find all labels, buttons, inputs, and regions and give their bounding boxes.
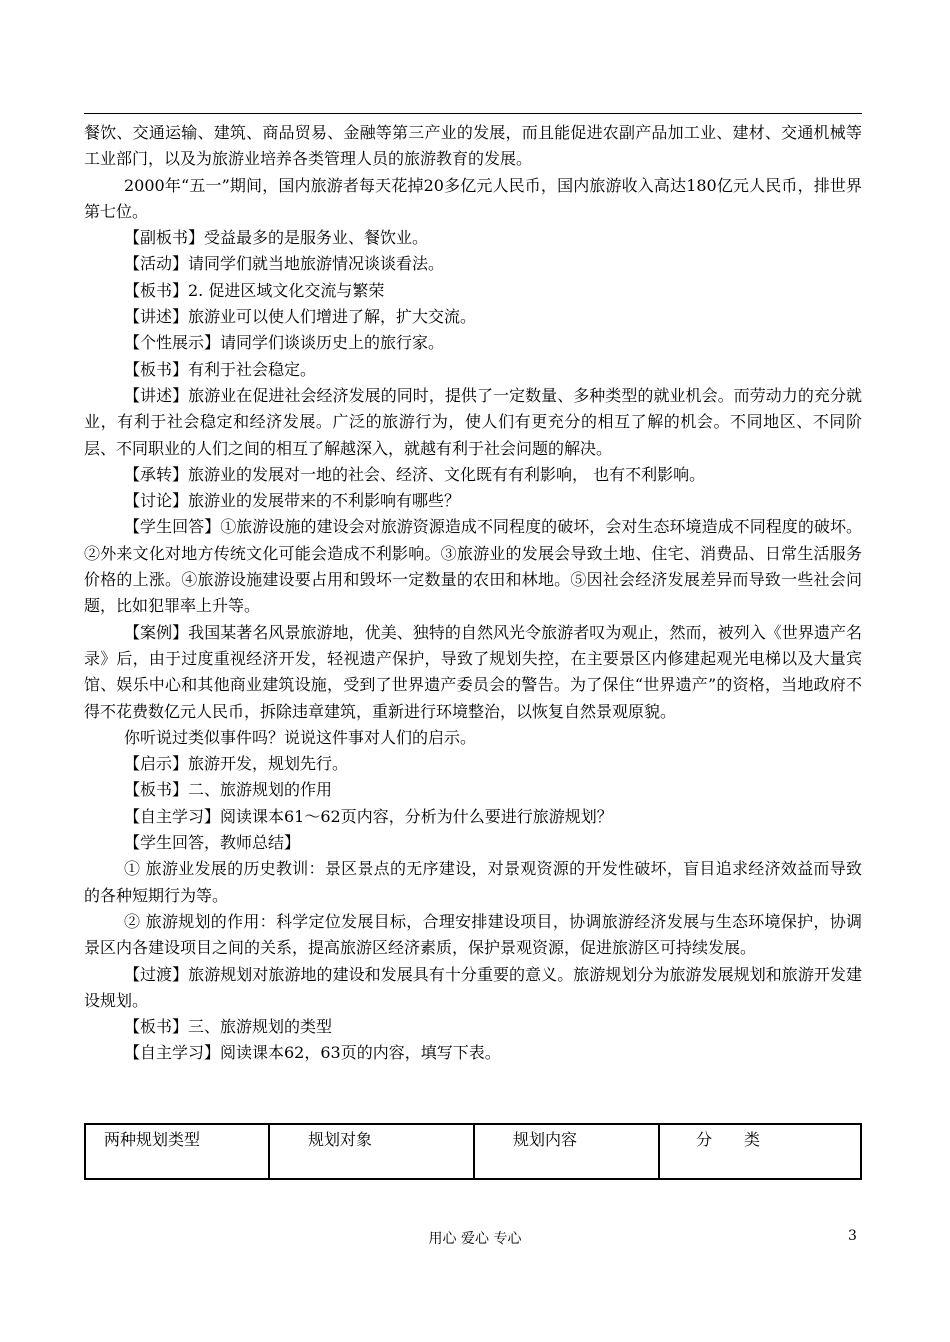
paragraph: ② 旅游规划的作用：科学定位发展目标，合理安排建设项目，协调旅游经济发展与生态环境保护，协调景区内各建设项目之间的关系，提高旅游区经济素质，保护景观资源，促进旅游区可持续发展。: [84, 911, 862, 958]
table-header-cell: 两种规划类型: [85, 1124, 269, 1179]
paragraph: 你听说过类似事件吗？说说这件事对人们的启示。: [124, 727, 477, 747]
table-header-cell: 分 类: [659, 1124, 861, 1179]
paragraph: 【自主学习】阅读课本61～62页内容，分析为什么要进行旅游规划？: [124, 806, 613, 826]
paragraph: 餐饮、交通运输、建筑、商品贸易、金融等第三产业的发展，而且能促进农副产品加工业、建材、交通机械等工业部门，以及为旅游业培养各类管理人员的旅游教育的发展。: [84, 123, 862, 169]
table-header-row: [85, 1124, 861, 1179]
paragraph: 【讲述】旅游业在促进社会经济发展的同时，提供了一定数量、多种类型的就业机会。而劳动力的充分就业，有利于社会稳定和经济发展。广泛的旅游行为，使人们有更充分的相互了解的机会。不同地区、不同阶层、不同职业的人们之间的相互了解越深入，就越有利于社会问题的解决。: [84, 385, 862, 458]
paragraph: 【个性展示】请同学们谈谈历史上的旅行家。: [124, 333, 445, 353]
paragraph: 【学生回答，教师总结】: [124, 833, 301, 853]
paragraph: 【自主学习】阅读课本62，63页的内容，填写下表。: [124, 1043, 501, 1063]
document-body: [84, 120, 862, 1067]
paragraph: 【板书】二、旅游规划的作用: [124, 780, 333, 800]
paragraph: 【讲述】旅游业可以使人们增进了解，扩大交流。: [124, 307, 477, 327]
paragraph: 【学生回答】①旅游设施的建设会对旅游资源造成不同程度的破坏，会对生态环境造成不同程度的破坏。②外来文化对地方传统文化可能会造成不利影响。③旅游业的发展会导致土地、住宅、消费品、日常生活服务价格的上涨。④旅游设施建设要占用和毁坏一定数量的农田和林地。⑤因社会经济发展差异而导致一些社会问题，比如犯罪率上升等。: [84, 517, 862, 616]
paragraph: 【过渡】旅游规划对旅游地的建设和发展具有十分重要的意义。旅游规划分为旅游发展规划和旅游开发建设规划。: [84, 964, 862, 1010]
paragraph: 【板书】三、旅游规划的类型: [124, 1017, 333, 1037]
paragraph: 【启示】旅游开发，规划先行。: [124, 754, 349, 774]
table-header-cell: 规划内容: [474, 1124, 659, 1179]
paragraph: 【承转】旅游业的发展对一地的社会、经济、文化既有有利影响， 也有不利影响。: [124, 464, 706, 484]
paragraph: 【案例】我国某著名风景旅游地，优美、独特的自然风光令旅游者叹为观止，然而，被列入《世界遗产名录》后，由于过度重视经济开发，轻视遗产保护，导致了规划失控，在主要景区内修建起观光电梯以及大量宾馆、娱乐中心和其他商业建筑设施，受到了世界遗产委员会的警告。为了保住“世界遗产”的资格，当地政府不得不花费数亿元人民币，拆除违章建筑，重新进行环境整治，以恢复自然景观原貌。: [84, 622, 862, 721]
planning-types-table: [84, 1123, 862, 1180]
paragraph: 【板书】有利于社会稳定。: [124, 359, 317, 379]
paragraph: ① 旅游业发展的历史教训：景区景点的无序建设，对景观资源的开发性破坏，盲目追求经济效益而导致的各种短期行为等。: [84, 859, 862, 905]
table-header-cell: 规划对象: [269, 1124, 474, 1179]
page-number: 3: [848, 1228, 857, 1244]
header-rule: [84, 113, 862, 114]
paragraph: 2000年“五一”期间，国内旅游者每天花掉20多亿元人民币，国内旅游收入高达180亿元人民币，排世界第七位。: [84, 175, 862, 221]
paragraph: 【板书】2. 促进区域文化交流与繁荣: [124, 280, 385, 300]
paragraph: 【讨论】旅游业的发展带来的不利影响有哪些？: [124, 491, 461, 511]
paragraph: 【活动】请同学们就当地旅游情况谈谈看法。: [124, 254, 445, 274]
footer-motto: 用心 爱心 专心: [428, 1231, 522, 1247]
paragraph: 【副板书】受益最多的是服务业、餐饮业。: [124, 228, 429, 248]
